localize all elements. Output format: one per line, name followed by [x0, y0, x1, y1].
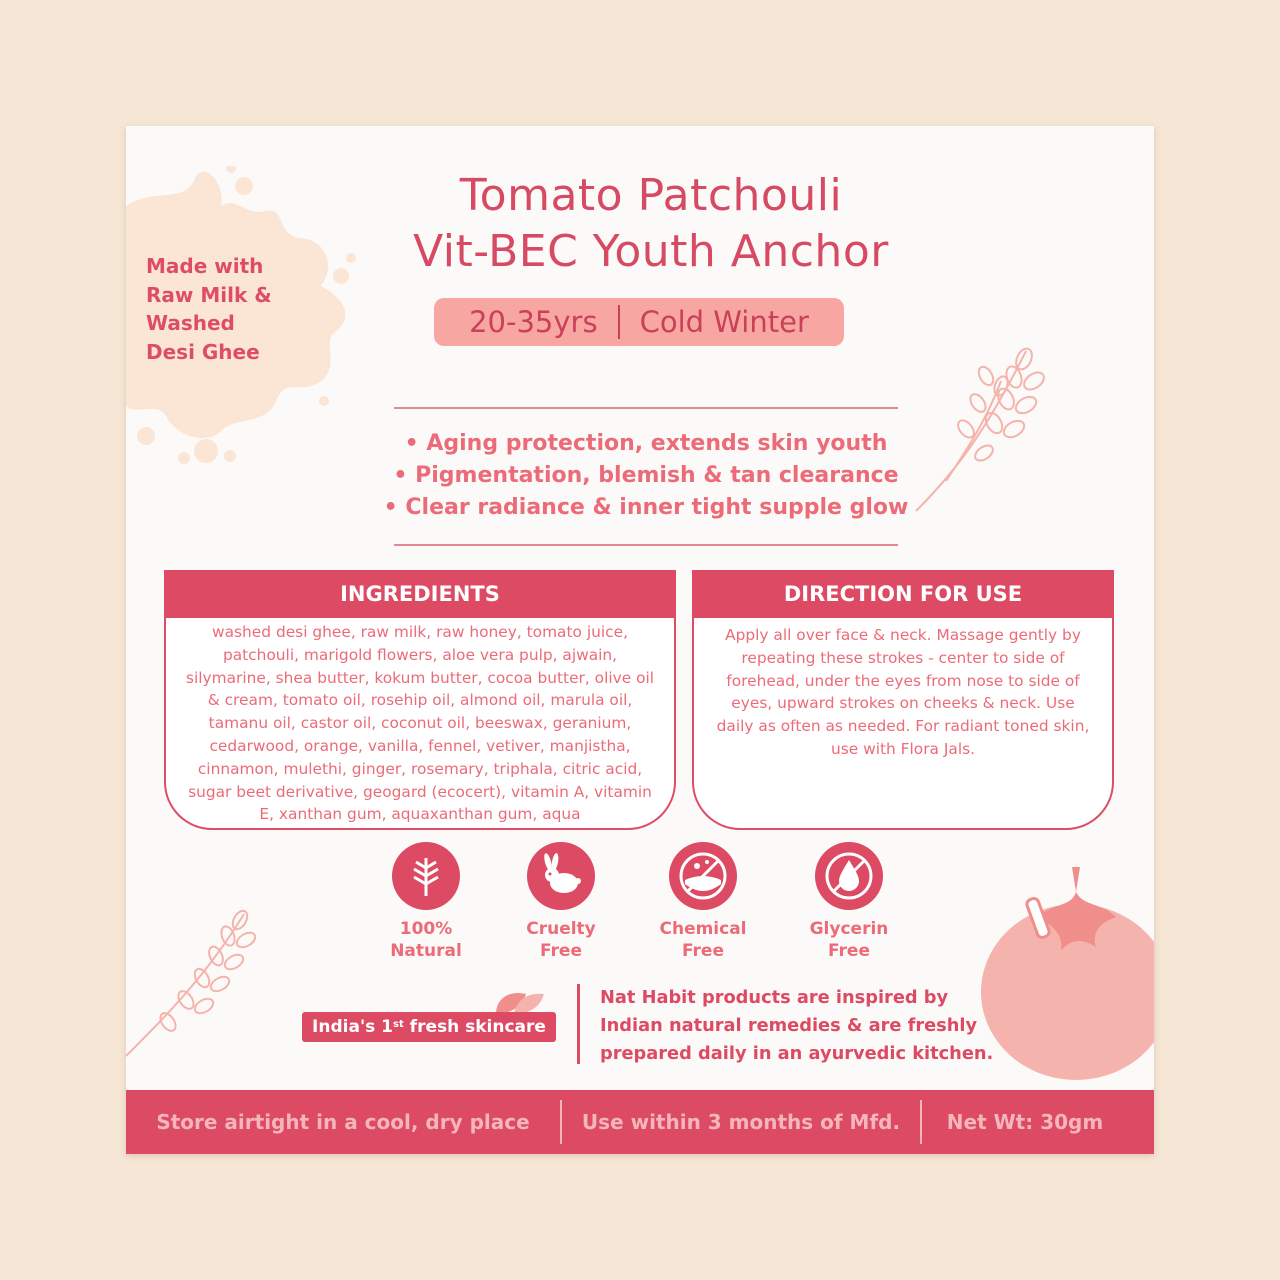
pill-divider — [618, 305, 620, 339]
ingredients-heading: INGREDIENTS — [164, 570, 676, 618]
badge-prefix: India's 1 — [312, 1017, 394, 1037]
ingredients-box — [164, 570, 676, 830]
age-season-pill — [434, 298, 844, 346]
badge-superscript: st — [393, 1018, 404, 1030]
claim-label-line: 100% — [399, 919, 453, 939]
benefit-item: • Pigmentation, blemish & tan clearance — [393, 463, 899, 488]
leaf-icon — [392, 842, 460, 910]
product-label-card — [126, 126, 1154, 1154]
benefits-list — [356, 428, 936, 524]
storage-info: Store airtight in a cool, dry place — [156, 1110, 530, 1134]
ingredients-text: washed desi ghee, raw milk, raw honey, tomato juice, patchouli, marigold flowers, aloe vera pulp, ajwain, silymarine, shea butter, kokum butter, cocoa butter, olive oil & cream, tomato oil, rosehip oil, almond oil, marula oil, tamanu oil, castor oil, coconut oil, beeswax, geranium, cedarwood, orange, vanilla, fennel, vetiver, manjistha, cinnamon, mulethi, ginger, rosemary, triphala, citric acid, sugar beet derivative, geogard (ecocert), vitamin A, vitamin E, xanthan gum, aquaxanthan gum, aqua — [185, 623, 655, 824]
flask-icon — [669, 842, 737, 910]
about-line: prepared daily in an ayurvedic kitchen. — [600, 1043, 994, 1064]
directions-box — [692, 570, 1114, 830]
age-range: 20-35yrs — [469, 305, 598, 339]
callout-line: Made with — [146, 254, 264, 278]
claim-label-line: Natural — [390, 941, 462, 961]
claim-label-line: Cruelty — [526, 919, 596, 939]
claim-label-line: Free — [540, 941, 582, 961]
claim-glycerin-free — [794, 842, 904, 962]
milk-ghee-callout — [146, 252, 296, 366]
claims-row — [376, 842, 889, 972]
no-drop-icon — [815, 842, 883, 910]
claim-label-line: Chemical — [659, 919, 747, 939]
rabbit-icon — [527, 842, 595, 910]
product-title — [336, 168, 966, 280]
benefit-item: • Aging protection, extends skin youth — [404, 431, 888, 456]
claim-label-line: Glycerin — [809, 919, 889, 939]
badge-suffix: fresh skincare — [403, 1017, 546, 1037]
directions-heading: DIRECTION FOR USE — [692, 570, 1114, 618]
about-line: Indian natural remedies & are freshly — [600, 1015, 978, 1036]
tomato-illustration — [976, 862, 1154, 1082]
season: Cold Winter — [639, 305, 809, 339]
benefit-item: • Clear radiance & inner tight supple glow — [383, 495, 909, 520]
divider-bottom — [394, 544, 898, 546]
claim-chemical-free — [648, 842, 758, 962]
directions-text: Apply all over face & neck. Massage gently by repeating these strokes - center to side of forehead, under the eyes from nose to side of eyes, upward strokes on cheeks & neck. Use daily as often as needed. For radiant toned skin, use with Flora Jals. — [716, 626, 1090, 758]
claim-cruelty-free — [506, 842, 616, 962]
callout-line: Washed — [146, 311, 235, 335]
callout-line: Desi Ghee — [146, 339, 260, 364]
brand-about — [600, 984, 1000, 1068]
net-weight: Net Wt: 30gm — [946, 1110, 1104, 1134]
product-title-line-2: Vit-BEC Youth Anchor — [413, 226, 889, 277]
fresh-skincare-badge — [302, 1012, 556, 1042]
lavender-sprig-illustration — [126, 906, 256, 1066]
about-line: Nat Habit products are inspired by — [600, 987, 949, 1008]
claim-label-line: Free — [828, 941, 870, 961]
about-divider — [577, 984, 580, 1064]
claim-label-line: Free — [682, 941, 724, 961]
product-title-line-1: Tomato Patchouli — [459, 170, 843, 221]
callout-line: Raw Milk & — [146, 282, 272, 307]
storage-footer — [126, 1090, 1154, 1154]
claim-natural — [371, 842, 481, 962]
usage-info: Use within 3 months of Mfd. — [581, 1110, 901, 1134]
divider-top — [394, 407, 898, 409]
